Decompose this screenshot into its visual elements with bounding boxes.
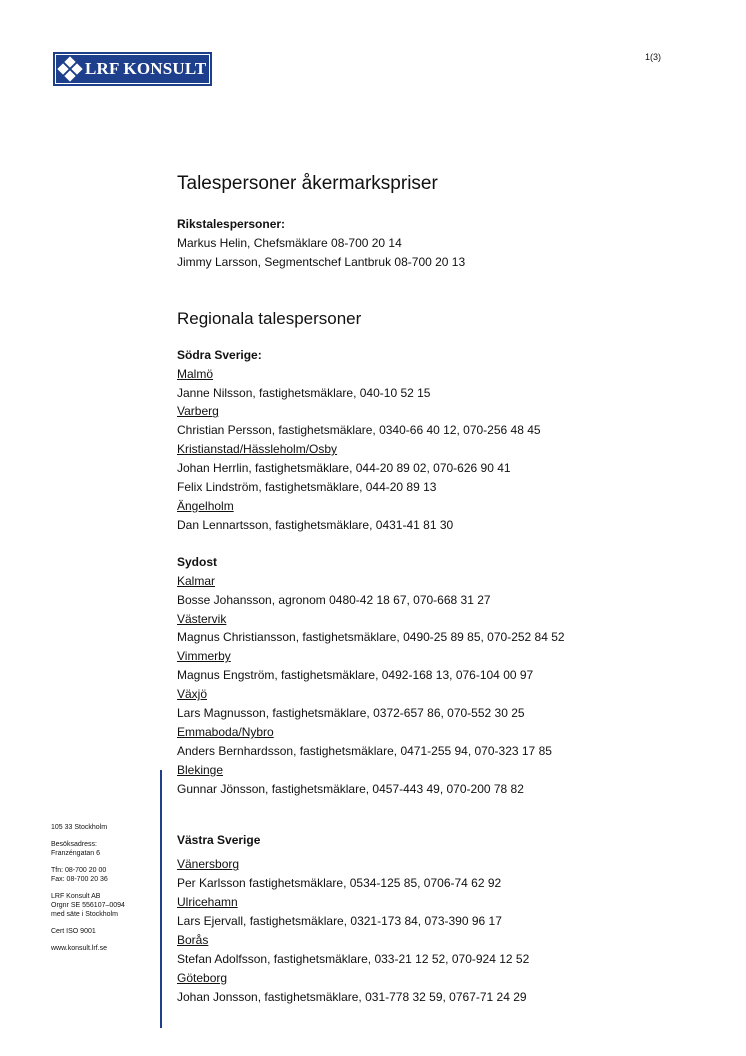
contact-line: Magnus Christiansson, fastighetsmäklare, 0490-25 89 85, 070-252 84 52 bbox=[177, 630, 565, 645]
city-emmaboda: Emmaboda/Nybro bbox=[177, 724, 274, 739]
city-boras: Borås bbox=[177, 933, 209, 948]
city-vastervik: Västervik bbox=[177, 611, 227, 626]
footer-divider-line bbox=[160, 770, 162, 1028]
document-body bbox=[177, 172, 737, 1007]
page-title: Talespersoner åkermarkspriser bbox=[177, 173, 438, 194]
contact-line: Lars Magnusson, fastighetsmäklare, 0372-657 86, 070-552 30 25 bbox=[177, 706, 525, 721]
contact-line: Bosse Johansson, agronom 0480-42 18 67, 070-668 31 27 bbox=[177, 592, 491, 607]
page-number: 1(3) bbox=[645, 52, 662, 62]
contact-line: Stefan Adolfsson, fastighetsmäklare, 033-21 12 52, 070-924 12 52 bbox=[177, 952, 530, 966]
city-kristianstad: Kristianstad/Hässleholm/Osby bbox=[177, 442, 338, 457]
diamond-logo-icon bbox=[59, 58, 81, 80]
spacer bbox=[177, 799, 737, 831]
subtitle-regional: Regionala talespersoner bbox=[177, 308, 362, 328]
section-heading-sodra: Södra Sverige: bbox=[177, 347, 262, 362]
footer-postal: 105 33 Stockholm bbox=[51, 824, 108, 831]
city-vimmerby: Vimmerby bbox=[177, 649, 231, 664]
city-ulricehamn: Ulricehamn bbox=[177, 895, 238, 910]
footer-fax: Fax: 08-700 20 36 bbox=[51, 876, 108, 883]
company-logo bbox=[53, 52, 212, 86]
footer-cert: Cert ISO 9001 bbox=[51, 928, 96, 935]
contact-line: Magnus Engström, fastighetsmäklare, 0492-168 13, 076-104 00 97 bbox=[177, 668, 534, 683]
contact-line: Johan Herrlin, fastighetsmäklare, 044-20 89 02, 070-626 90 41 bbox=[177, 461, 511, 476]
city-kalmar: Kalmar bbox=[177, 573, 216, 588]
footer-phone: Tfn: 08-700 20 00 bbox=[51, 867, 107, 874]
city-goteborg: Göteborg bbox=[177, 970, 228, 985]
city-malmo: Malmö bbox=[177, 366, 214, 381]
contact-line: Christian Persson, fastighetsmäklare, 0340-66 40 12, 070-256 48 45 bbox=[177, 423, 541, 438]
contact-line: Jimmy Larsson, Segmentschef Lantbruk 08-700 20 13 bbox=[177, 254, 466, 269]
footer-company: LRF Konsult AB bbox=[51, 893, 101, 900]
contact-line: Felix Lindström, fastighetsmäklare, 044-20 89 13 bbox=[177, 480, 437, 495]
city-angelholm: Ängelholm bbox=[177, 498, 234, 513]
contact-line: Anders Bernhardsson, fastighetsmäklare, 0471-255 94, 070-323 17 85 bbox=[177, 743, 552, 758]
spacer bbox=[177, 535, 737, 553]
contact-line: Janne Nilsson, fastighetsmäklare, 040-10 52 15 bbox=[177, 385, 431, 400]
footer-web: www.konsult.lrf.se bbox=[51, 945, 108, 952]
contact-line: Per Karlsson fastighetsmäklare, 0534-125 85, 0706-74 62 92 bbox=[177, 876, 502, 891]
city-vanersborg: Vänersborg bbox=[177, 857, 240, 872]
footer-visit-address: Franzéngatan 6 bbox=[51, 850, 101, 857]
city-vaxjo: Växjö bbox=[177, 687, 208, 702]
contact-line: Dan Lennartsson, fastighetsmäklare, 0431-41 81 30 bbox=[177, 517, 454, 532]
footer-orgnr: Orgnr SE 556107–0094 bbox=[51, 902, 125, 909]
section-heading-vastra: Västra Sverige bbox=[177, 832, 261, 847]
logo-text: LRF KONSULT bbox=[85, 59, 207, 78]
contact-line: Johan Jonsson, fastighetsmäklare, 031-778 32 59, 0767-71 24 29 bbox=[177, 989, 527, 1004]
city-varberg: Varberg bbox=[177, 404, 219, 419]
footer-address-block bbox=[51, 823, 125, 953]
contact-line: Gunnar Jönsson, fastighetsmäklare, 0457-443 49, 070-200 78 82 bbox=[177, 781, 524, 796]
contact-line: Markus Helin, Chefsmäklare 08-700 20 14 bbox=[177, 235, 402, 250]
city-blekinge: Blekinge bbox=[177, 762, 224, 777]
section-heading-sydost: Sydost bbox=[177, 554, 218, 569]
footer-visit-label: Besöksadress: bbox=[51, 841, 97, 848]
contact-line: Lars Ejervall, fastighetsmäklare, 0321-173 84, 073-390 96 17 bbox=[177, 914, 502, 929]
section-heading-riks: Rikstalespersoner: bbox=[177, 217, 286, 231]
footer-seat: med säte i Stockholm bbox=[51, 911, 118, 918]
